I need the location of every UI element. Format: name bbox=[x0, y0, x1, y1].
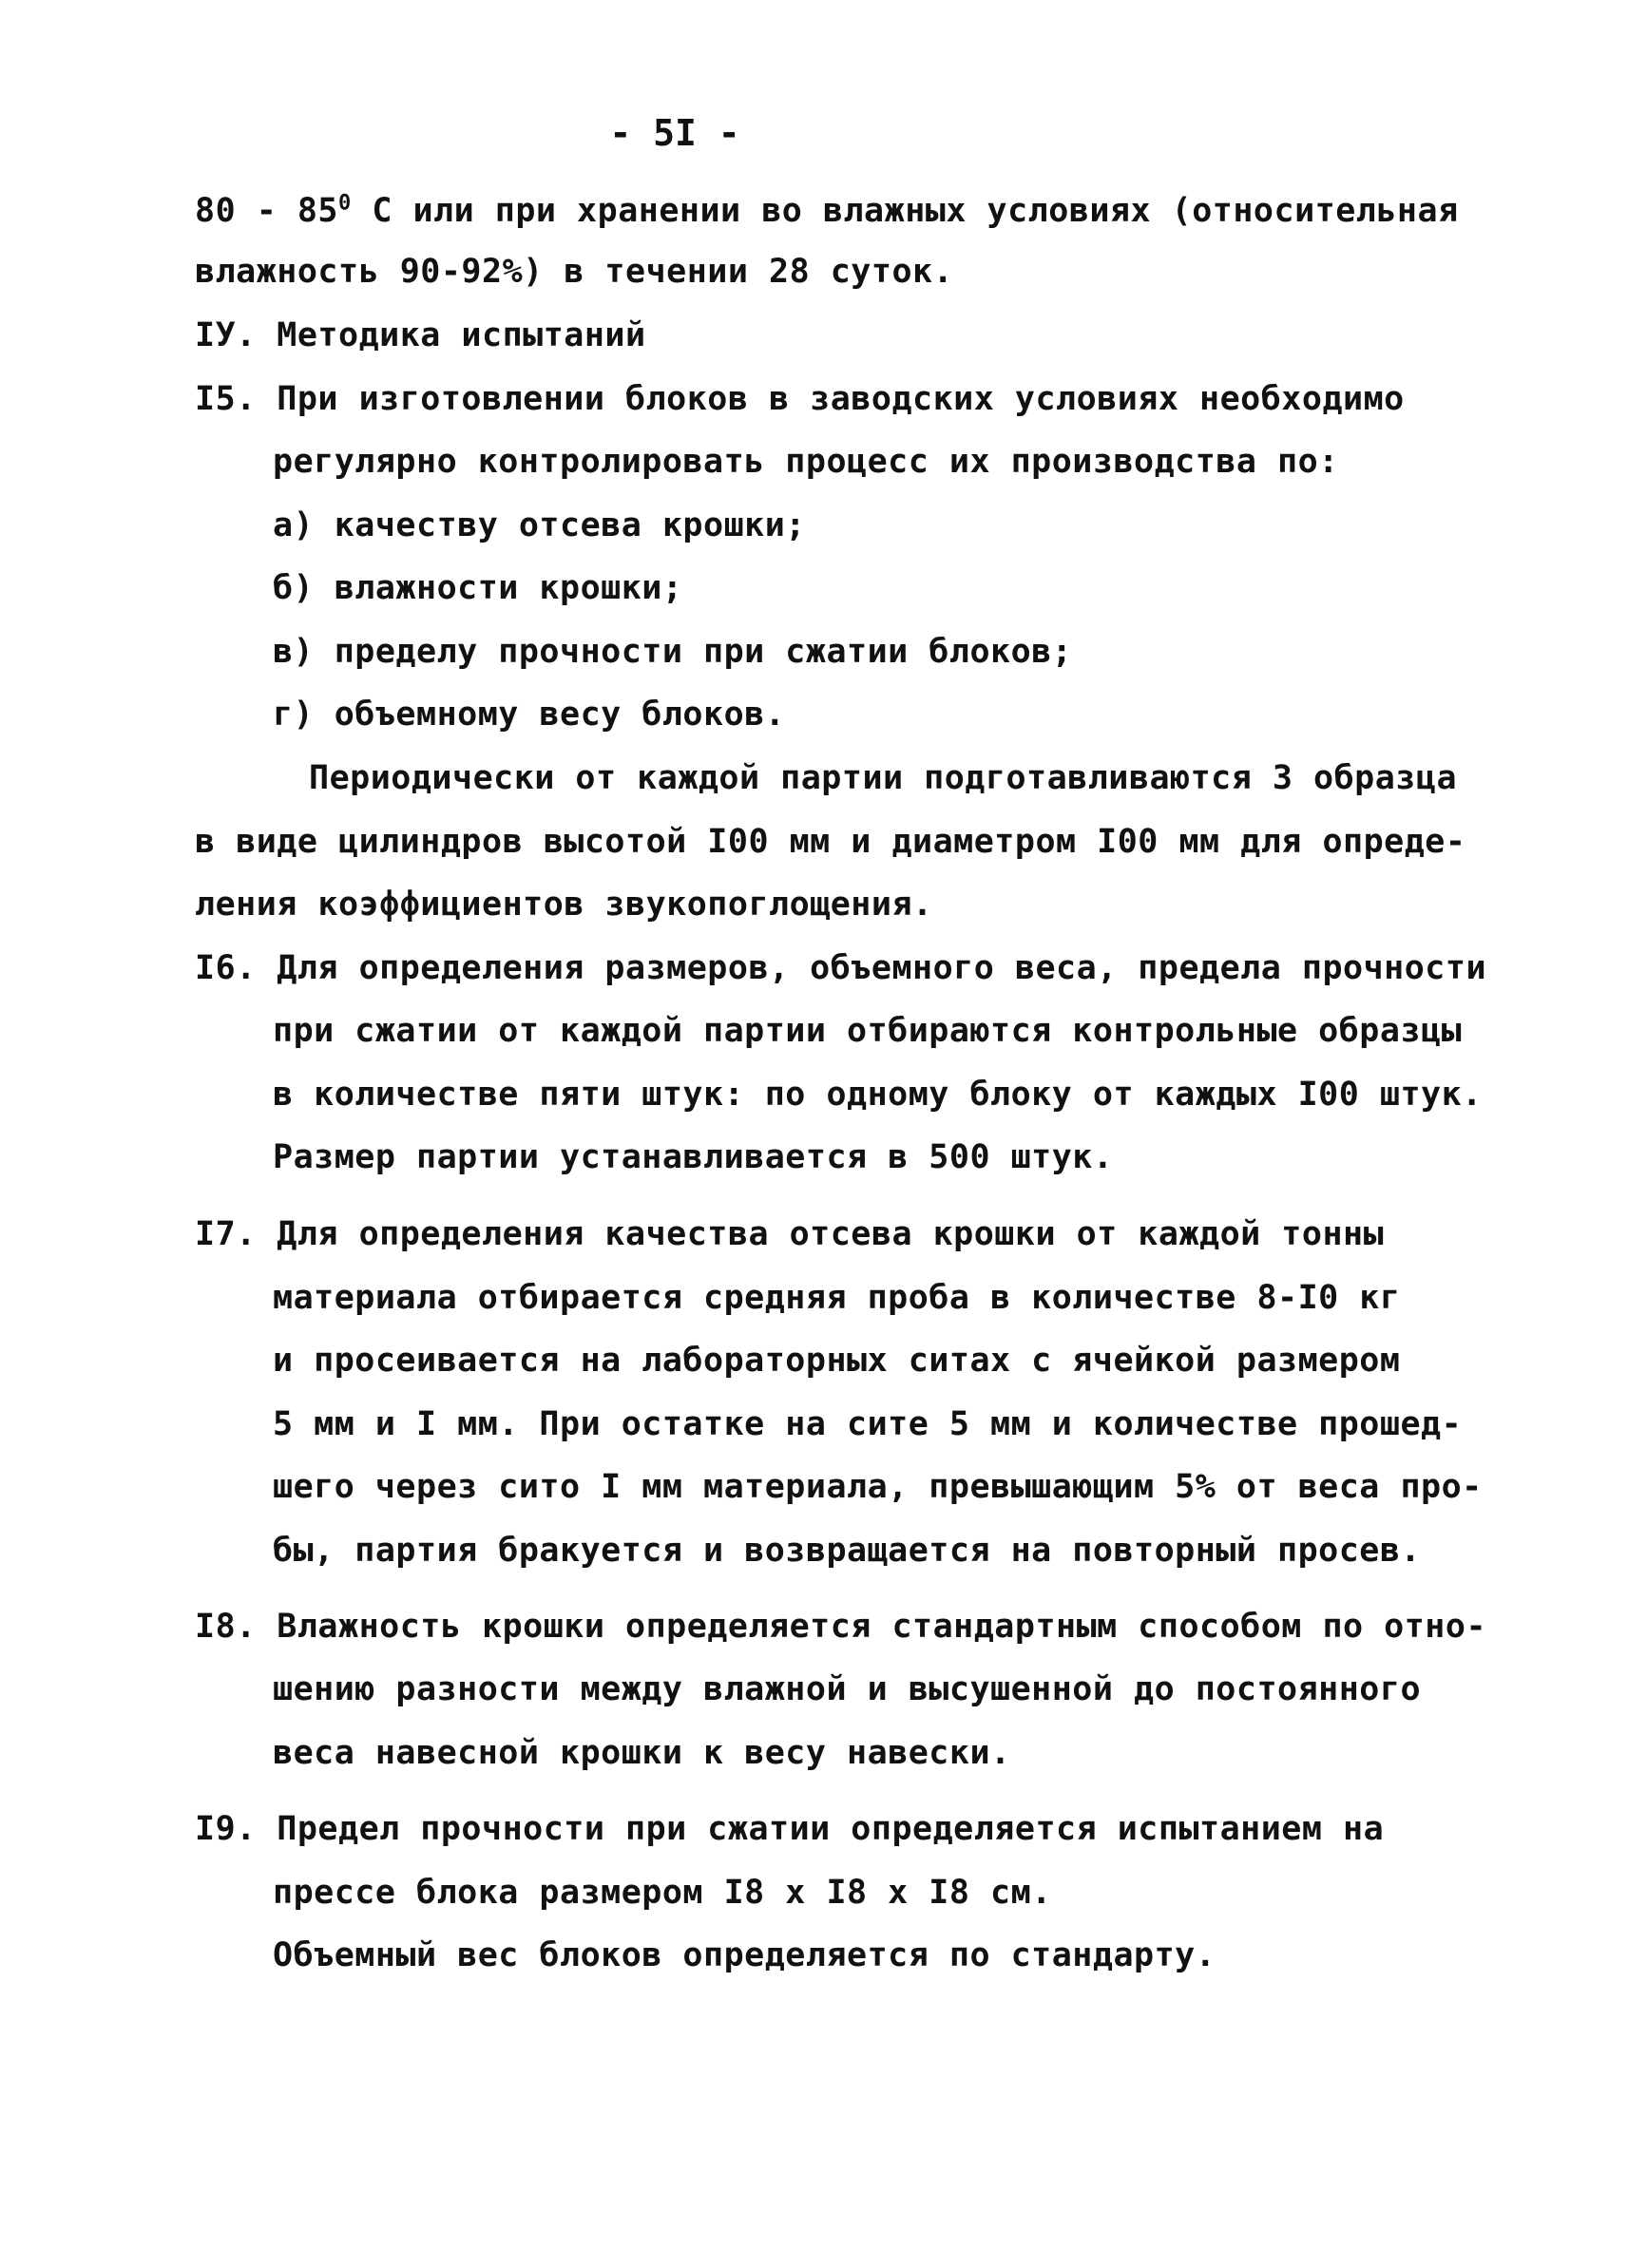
p16-line-2: при сжатии от каждой партии отбираются контрольные образцы bbox=[273, 1012, 1463, 1050]
section-heading: IУ. Методика испытаний bbox=[195, 316, 646, 354]
p15-item-d: г) объемному весу блоков. bbox=[273, 696, 786, 734]
degree-superscript: 0 bbox=[338, 191, 352, 216]
p15-para-line-3: ления коэффициентов звукопоглощения. bbox=[195, 886, 933, 924]
p15-para-line-1: Периодически от каждой партии подготавливаются 3 образца bbox=[309, 759, 1458, 797]
p16-line-4: Размер партии устанавливается в 500 штук. bbox=[273, 1138, 1114, 1176]
p15-item-a: а) качеству отсева крошки; bbox=[273, 506, 806, 544]
intro-line-1 bbox=[195, 190, 1459, 232]
page-number: - 5I - bbox=[609, 112, 740, 154]
p17-line-6: бы, партия бракуется и возвращается на повторный просев. bbox=[273, 1532, 1422, 1570]
p17-line-4: 5 мм и I мм. При остатке на сите 5 мм и количестве прошед- bbox=[273, 1405, 1463, 1443]
p17-line-2: материала отбирается средняя проба в количестве 8-I0 кг bbox=[273, 1279, 1401, 1317]
p15-line-1: I5. При изготовлении блоков в заводских условиях необходимо bbox=[195, 380, 1405, 418]
p15-para-line-2: в виде цилиндров высотой I00 мм и диаметром I00 мм для опреде- bbox=[195, 823, 1466, 861]
intro-line-1-a: 80 - 85 bbox=[195, 192, 339, 230]
p18-line-1: I8. Влажность крошки определяется стандартным способом по отно- bbox=[195, 1608, 1487, 1646]
p17-line-1: I7. Для определения качества отсева крошки от каждой тонны bbox=[195, 1215, 1385, 1253]
intro-line-1-b: С или при хранении во влажных условиях (относительная bbox=[351, 192, 1459, 230]
p19-line-2: прессе блока размером I8 х I8 х I8 см. bbox=[273, 1874, 1052, 1912]
p16-line-3: в количестве пяти штук: по одному блоку от каждых I00 штук. bbox=[273, 1076, 1483, 1114]
p15-item-b: б) влажности крошки; bbox=[273, 569, 683, 607]
p19-line-3: Объемный вес блоков определяется по стандарту. bbox=[273, 1936, 1216, 1974]
p15-item-c: в) пределу прочности при сжатии блоков; bbox=[273, 633, 1073, 671]
p19-line-1: I9. Предел прочности при сжатии определяется испытанием на bbox=[195, 1810, 1385, 1848]
p18-line-3: веса навесной крошки к весу навески. bbox=[273, 1734, 1011, 1772]
p17-line-3: и просеивается на лабораторных ситах с ячейкой размером bbox=[273, 1342, 1401, 1380]
p18-line-2: шению разности между влажной и высушенной до постоянного bbox=[273, 1670, 1422, 1708]
p16-line-1: I6. Для определения размеров, объемного веса, предела прочности bbox=[195, 949, 1487, 987]
p17-line-5: шего через сито I мм материала, превышающим 5% от веса про- bbox=[273, 1468, 1483, 1506]
intro-line-2: влажность 90-92%) в течении 28 суток. bbox=[195, 253, 954, 291]
p15-line-2: регулярно контролировать процесс их производства по: bbox=[273, 443, 1339, 481]
